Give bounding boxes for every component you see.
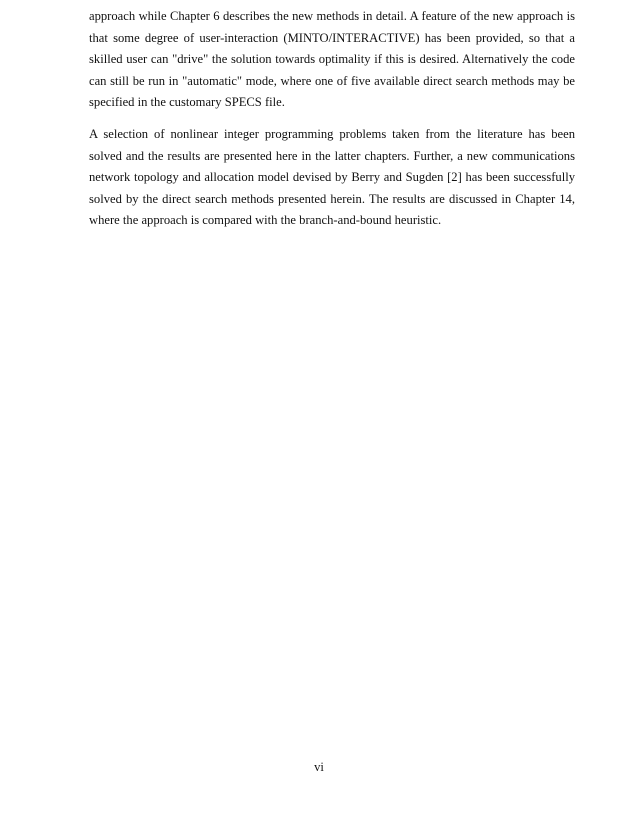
- paragraph-2: A selection of nonlinear integer programming problems taken from the literature has been solved and the results are presented here in the latter chapters. Further, a new communications network topology and allocation model devised by Berry and Sugden [2] has been successfully solved by the direct search methods presented herein. The results are discussed in Chapter 14, where the approach is compared with the branch-and-bound heuristic.: [89, 126, 575, 228]
- paragraph-1: approach while Chapter 6 describes the new methods in detail. A feature of the new approach is that some degree of user-interaction (MINTO/INTERACTIVE) has been provided, so that a skilled user can "drive" the solution towards optimality if this is desired. Alternatively the code can still be run in "automatic" mode, where one of five available direct search methods may be specified in the customary SPECS file.: [89, 9, 575, 110]
- page-number: vi: [314, 760, 324, 774]
- body-text: [89, 6, 575, 242]
